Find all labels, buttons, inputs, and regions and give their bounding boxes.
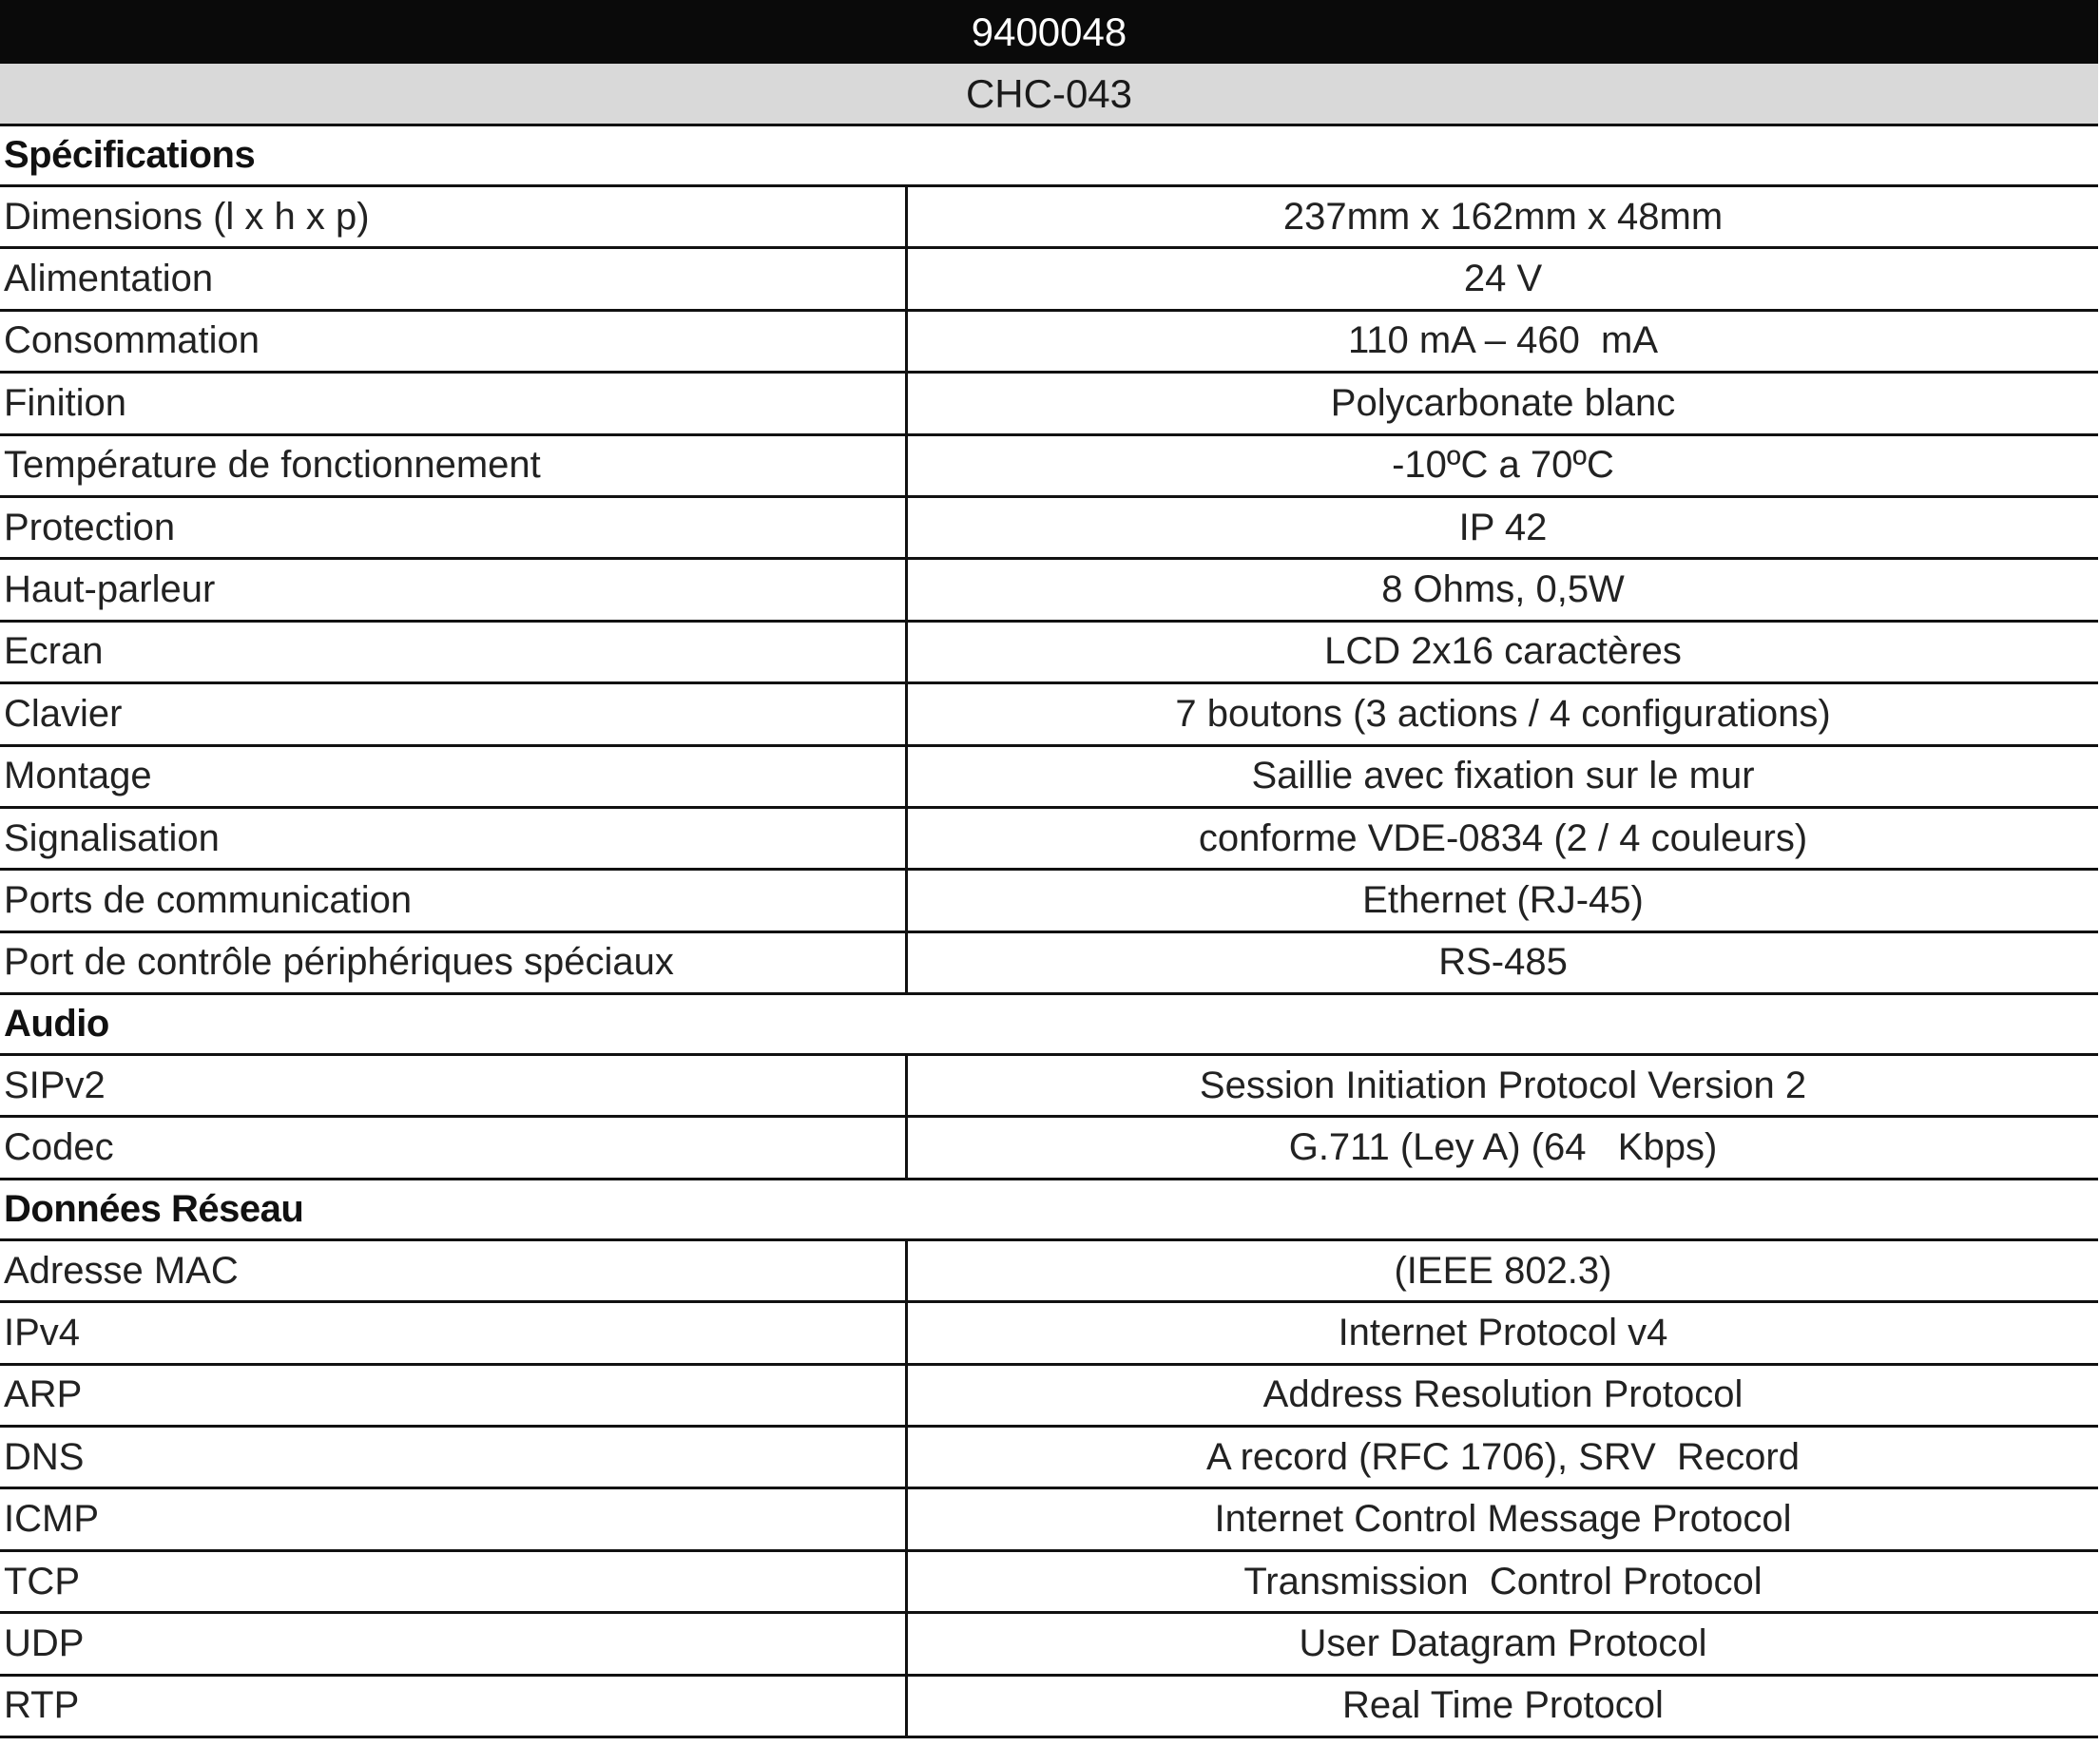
table-row bbox=[0, 933, 2098, 995]
row-label: DNS bbox=[0, 1428, 908, 1487]
table-row bbox=[0, 1366, 2098, 1428]
row-value: G.711 (Ley A) (64 Kbps) bbox=[1288, 1126, 1718, 1169]
row-label: Port de contrôle périphériques spéciaux bbox=[0, 933, 908, 992]
row-value: -10ºC a 70ºC bbox=[1392, 444, 1614, 487]
row-label: Clavier bbox=[0, 684, 908, 743]
row-label: Adresse MAC bbox=[0, 1241, 908, 1300]
reference-title: 9400048 bbox=[0, 0, 2098, 64]
table-row bbox=[0, 1303, 2098, 1365]
row-label: Codec bbox=[0, 1118, 908, 1177]
row-value: Internet Control Message Protocol bbox=[1214, 1498, 1792, 1541]
table-row bbox=[0, 374, 2098, 435]
row-value: Saillie avec fixation sur le mur bbox=[1251, 755, 1755, 797]
row-value: Session Initiation Protocol Version 2 bbox=[1199, 1064, 1807, 1106]
row-label: Température de fonctionnement bbox=[0, 436, 908, 495]
spec-sections bbox=[0, 126, 2098, 1738]
table-row bbox=[0, 1552, 2098, 1614]
table-row bbox=[0, 747, 2098, 809]
row-label: ARP bbox=[0, 1366, 908, 1425]
section-header: Données Réseau bbox=[0, 1180, 2098, 1241]
row-label: Signalisation bbox=[0, 809, 908, 868]
row-value: Transmission Control Protocol bbox=[1243, 1560, 1763, 1602]
table-row bbox=[0, 436, 2098, 498]
row-label: Finition bbox=[0, 374, 908, 432]
row-label: Haut-parleur bbox=[0, 560, 908, 619]
row-label: SIPv2 bbox=[0, 1056, 908, 1115]
row-value: Polycarbonate blanc bbox=[1330, 381, 1676, 424]
row-value: Ethernet (RJ-45) bbox=[1362, 878, 1644, 921]
table-row bbox=[0, 187, 2098, 249]
row-value: (IEEE 802.3) bbox=[1394, 1249, 1612, 1292]
row-value: 24 V bbox=[1463, 258, 1543, 300]
table-row bbox=[0, 1677, 2098, 1738]
table-row bbox=[0, 560, 2098, 622]
table-row bbox=[0, 1241, 2098, 1303]
row-value: 7 boutons (3 actions / 4 configurations) bbox=[1175, 692, 1831, 735]
table-row bbox=[0, 312, 2098, 374]
table-row bbox=[0, 1428, 2098, 1489]
section-header: Audio bbox=[0, 995, 2098, 1056]
table-row bbox=[0, 249, 2098, 311]
row-label: IPv4 bbox=[0, 1303, 908, 1362]
row-value: 8 Ohms, 0,5W bbox=[1381, 568, 1625, 611]
row-value: 110 mA – 460 mA bbox=[1347, 319, 1659, 362]
row-value: conforme VDE-0834 (2 / 4 couleurs) bbox=[1198, 816, 1808, 859]
row-label: TCP bbox=[0, 1552, 908, 1611]
table-row bbox=[0, 809, 2098, 871]
row-label: Consommation bbox=[0, 312, 908, 371]
row-value: 237mm x 162mm x 48mm bbox=[1282, 195, 1724, 238]
row-label: Ecran bbox=[0, 623, 908, 681]
row-label: Ports de communication bbox=[0, 871, 908, 930]
row-value: Internet Protocol v4 bbox=[1338, 1311, 1668, 1353]
table-row bbox=[0, 623, 2098, 684]
section-header: Spécifications bbox=[0, 126, 2098, 187]
row-label: Montage bbox=[0, 747, 908, 806]
row-value: LCD 2x16 caractères bbox=[1324, 630, 1682, 673]
row-value: User Datagram Protocol bbox=[1299, 1621, 1707, 1664]
row-value: Address Resolution Protocol bbox=[1262, 1373, 1744, 1416]
row-value: Real Time Protocol bbox=[1342, 1684, 1664, 1727]
row-value: RS-485 bbox=[1438, 941, 1568, 984]
row-value: A record (RFC 1706), SRV Record bbox=[1206, 1435, 1800, 1478]
row-label: RTP bbox=[0, 1677, 908, 1736]
table-row bbox=[0, 684, 2098, 746]
row-label: ICMP bbox=[0, 1489, 908, 1548]
table-row bbox=[0, 1489, 2098, 1551]
table-row bbox=[0, 1056, 2098, 1118]
row-label: Protection bbox=[0, 498, 908, 557]
table-row bbox=[0, 1614, 2098, 1676]
row-label: Dimensions (l x h x p) bbox=[0, 187, 908, 246]
model-title: CHC-043 bbox=[0, 64, 2098, 126]
row-label: Alimentation bbox=[0, 249, 908, 308]
table-row bbox=[0, 498, 2098, 560]
table-row bbox=[0, 1118, 2098, 1180]
row-label: UDP bbox=[0, 1614, 908, 1673]
row-value: IP 42 bbox=[1458, 506, 1548, 548]
table-row bbox=[0, 871, 2098, 932]
